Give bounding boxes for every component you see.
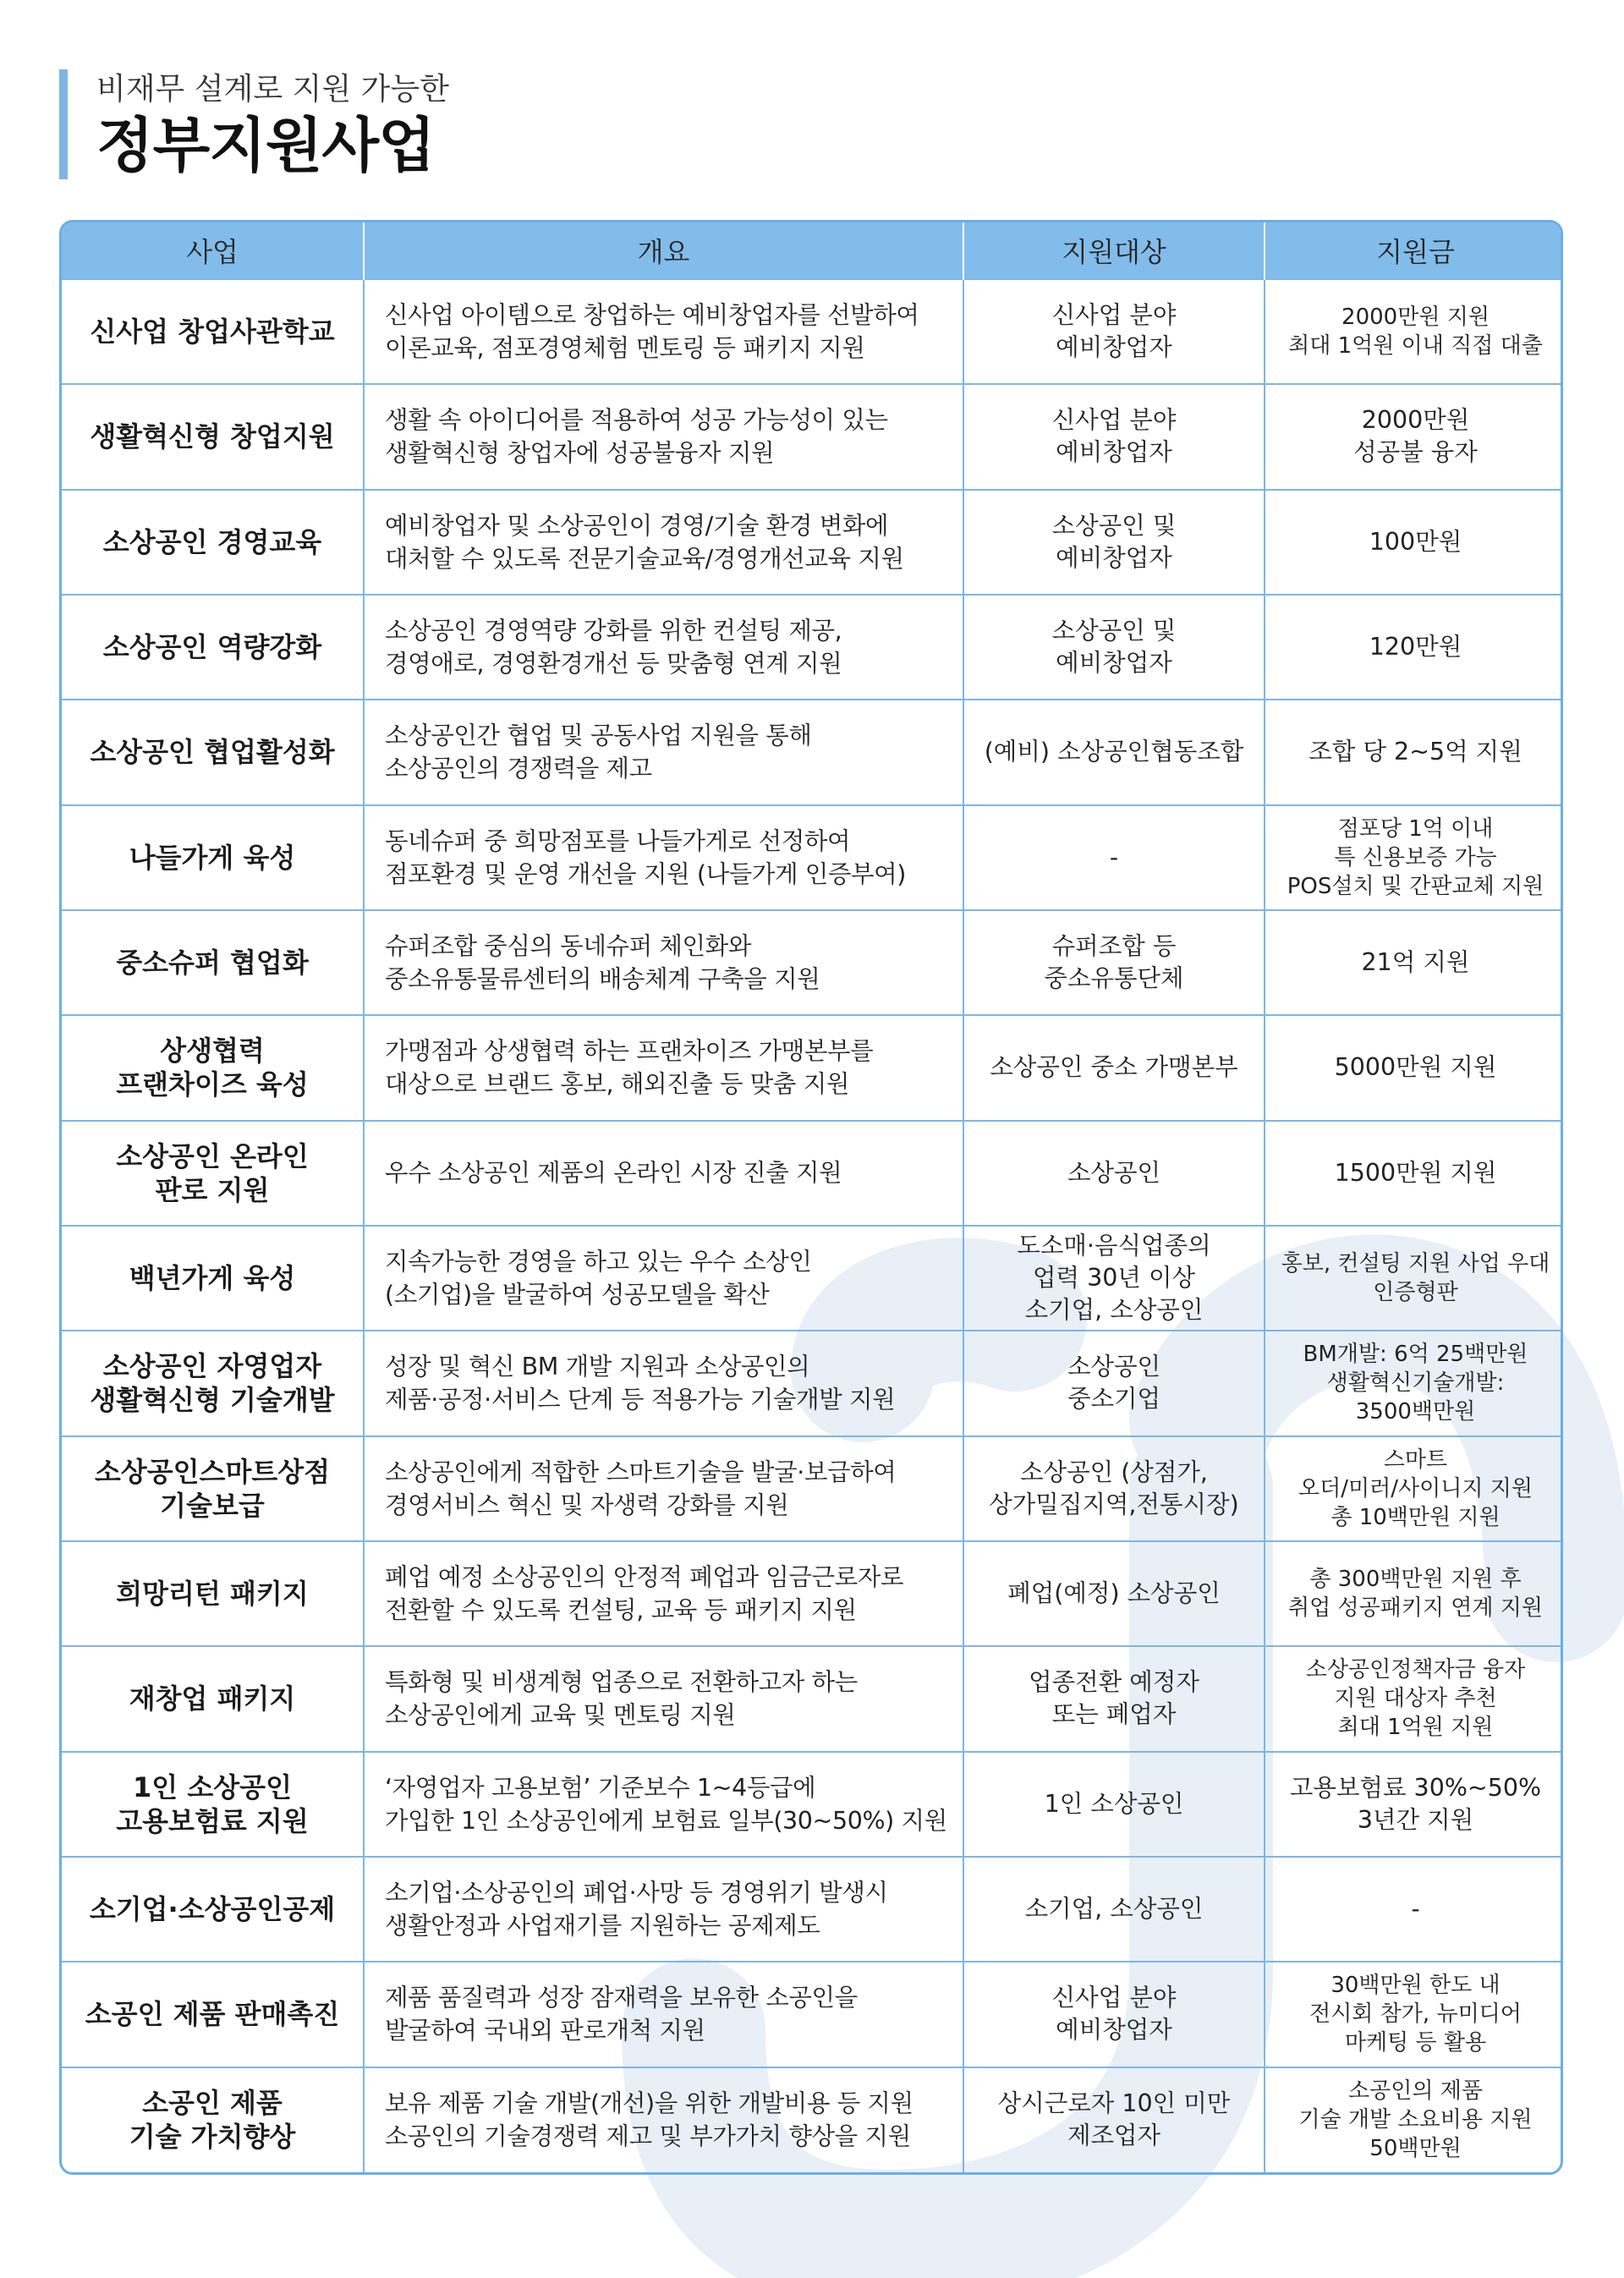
- program-name-cell: [62, 805, 364, 910]
- program-overview-text: 폐업 예정 소상공인의 안정적 폐업과 임금근로자로 전환할 수 있도록 컨설팅, 교육 등 패키지 지원: [385, 1563, 904, 1625]
- table-row: [62, 595, 1563, 700]
- table-row: [62, 1436, 1563, 1541]
- program-amount-cell: [1265, 1752, 1563, 1857]
- table-row: [62, 910, 1563, 1015]
- program-target-cell: [963, 1541, 1265, 1646]
- program-target-cell: [963, 279, 1265, 384]
- program-amount-text: 2000만원 성공불 융자: [1353, 406, 1478, 467]
- program-name-text: 상생협력 프랜차이즈 육성: [116, 1035, 309, 1101]
- program-target-text: 업종전환 예정자 또는 폐업자: [1029, 1668, 1199, 1729]
- program-overview-text: 제품 품질력과 성장 잠재력을 보유한 소공인을 발굴하여 국내외 판로개척 지원: [385, 1984, 858, 2045]
- program-overview-cell: [364, 805, 963, 910]
- program-target-cell: [963, 1226, 1265, 1331]
- program-target-cell: [963, 1331, 1265, 1435]
- program-overview-cell: [364, 1646, 963, 1751]
- program-amount-cell: [1265, 490, 1563, 595]
- program-overview-text: 동네슈퍼 중 희망점포를 나들가게로 선정하여 점포환경 및 운영 개선을 지원 (나들가게 인증부여): [385, 826, 907, 888]
- program-amount-cell: [1265, 1541, 1563, 1646]
- program-name-text: 소상공인 자영업자 생활혁신형 기술개발: [90, 1350, 335, 1417]
- program-amount-cell: [1265, 1331, 1563, 1435]
- program-target-cell: [963, 1436, 1265, 1541]
- column-header-overview: 개요: [364, 222, 963, 279]
- program-name-cell: [62, 490, 364, 595]
- table-row: [62, 384, 1563, 489]
- program-amount-cell: [1265, 1226, 1563, 1331]
- program-amount-cell: [1265, 910, 1563, 1015]
- table-row: [62, 1646, 1563, 1751]
- program-overview-text: 우수 소상공인 제품의 온라인 시장 진출 지원: [385, 1159, 842, 1188]
- program-name-text: 소상공인 경영교육: [102, 525, 322, 558]
- page-subtitle: 비재무 설계로 지원 가능한: [96, 72, 449, 107]
- program-overview-cell: [364, 1752, 963, 1857]
- program-name-cell: [62, 279, 364, 384]
- program-target-text: 소상공인 및 예비창업자: [1051, 511, 1177, 572]
- program-name-text: 소상공인 역량강화: [102, 631, 322, 664]
- program-overview-text: 생활 속 아이디어를 적용하여 성공 가능성이 있는 생활혁신형 창업자에 성공불융자 지원: [385, 406, 888, 468]
- program-name-cell: [62, 1331, 364, 1435]
- program-overview-cell: [364, 1226, 963, 1331]
- program-target-cell: [963, 1121, 1265, 1226]
- program-overview-text: 가맹점과 상생협력 하는 프랜차이즈 가맹본부를 대상으로 브랜드 홍보, 해외진출 등 맞춤 지원: [385, 1037, 874, 1099]
- table-row: [62, 1962, 1563, 2067]
- program-overview-cell: [364, 279, 963, 384]
- program-amount-text: 5000만원 지원: [1334, 1053, 1497, 1082]
- program-overview-cell: [364, 1541, 963, 1646]
- program-amount-cell: [1265, 1436, 1563, 1541]
- program-overview-text: 보유 제품 기술 개발(개선)을 위한 개발비용 등 지원 소공인의 기술경쟁력 제고 및 부가가치 향상을 지원: [385, 2089, 914, 2151]
- program-target-text: 슈퍼조합 등 중소유통단체: [1044, 932, 1184, 993]
- program-amount-text: 점포당 1억 이내 특 신용보증 가능 POS설치 및 간판교체 지원: [1287, 815, 1544, 899]
- program-overview-cell: [364, 1015, 963, 1120]
- program-overview-text: 성장 및 혁신 BM 개발 지원과 소상공인의 제품·공정·서비스 단계 등 적용가능 기술개발 지원: [385, 1353, 896, 1414]
- table-row: [62, 1015, 1563, 1120]
- program-name-cell: [62, 1121, 364, 1226]
- program-amount-cell: [1265, 595, 1563, 700]
- program-amount-cell: [1265, 1857, 1563, 1962]
- program-name-cell: [62, 1962, 364, 2067]
- program-target-text: 신사업 분야 예비창업자: [1051, 1984, 1177, 2045]
- program-amount-text: 30백만원 한도 내 전시회 참가, 뉴미디어 마케팅 등 활용: [1309, 1973, 1522, 2056]
- program-target-cell: [963, 700, 1265, 804]
- program-target-cell: [963, 384, 1265, 489]
- program-target-cell: [963, 1646, 1265, 1751]
- program-overview-text: 소상공인 경영역량 강화를 위한 컨설팅 제공, 경영애로, 경영환경개선 등 맞춤형 연계 지원: [385, 617, 842, 678]
- table-row: [62, 1857, 1563, 1962]
- program-target-text: 신사업 분야 예비창업자: [1051, 406, 1177, 467]
- program-overview-cell: [364, 490, 963, 595]
- program-name-text: 백년가게 육성: [129, 1262, 296, 1295]
- program-name-text: 1인 소상공인 고용보험료 지원: [116, 1770, 309, 1837]
- program-amount-text: 소공인의 제품 기술 개발 소요비용 지원 50백만원: [1298, 2078, 1533, 2162]
- program-target-text: 소상공인 중소기업: [1067, 1353, 1161, 1413]
- program-name-cell: [62, 1752, 364, 1857]
- program-name-cell: [62, 1226, 364, 1331]
- program-name-cell: [62, 1541, 364, 1646]
- program-overview-cell: [364, 1436, 963, 1541]
- program-overview-cell: [364, 1962, 963, 2067]
- program-name-text: 소기업·소상공인공제: [89, 1893, 336, 1926]
- program-name-cell: [62, 595, 364, 700]
- program-amount-cell: [1265, 1121, 1563, 1226]
- column-header-program: 사업: [186, 236, 239, 268]
- table-row: [62, 805, 1563, 910]
- program-name-cell: [62, 1857, 364, 1962]
- program-target-cell: [963, 490, 1265, 595]
- table-row: [62, 1331, 1563, 1435]
- program-name-text: 소공인 제품 기술 가치향상: [129, 2087, 296, 2154]
- program-target-cell: [963, 2067, 1265, 2172]
- program-target-cell: [963, 1962, 1265, 2067]
- support-programs-table: [59, 220, 1563, 2175]
- program-target-text: (예비) 소상공인협동조합: [984, 738, 1244, 766]
- program-overview-cell: [364, 700, 963, 804]
- program-overview-text: 특화형 및 비생계형 업종으로 전환하고자 하는 소상공인에게 교육 및 멘토링 지원: [385, 1668, 858, 1730]
- program-amount-text: 고용보험료 30%~50% 3년간 지원: [1289, 1773, 1542, 1834]
- program-name-text: 소공인 제품 판매촉진: [85, 1998, 340, 2031]
- program-name-text: 희망리턴 패키지: [116, 1578, 309, 1611]
- program-target-text: 소상공인 및 예비창업자: [1051, 617, 1177, 678]
- column-header-target: 지원대상: [963, 222, 1265, 279]
- program-target-cell: [963, 1857, 1265, 1962]
- program-target-text: 소상공인: [1067, 1158, 1161, 1187]
- program-amount-text: 1500만원 지원: [1334, 1158, 1497, 1187]
- program-overview-text: 소상공인에게 적합한 스마트기술을 발굴·보급하여 경영서비스 혁신 및 자생력 강화를 지원: [385, 1457, 897, 1519]
- program-amount-text: BM개발: 6억 25백만원 생활혁신기술개발: 3500백만원: [1303, 1342, 1528, 1425]
- program-target-text: 소상공인 중소 가맹본부: [990, 1053, 1238, 1082]
- program-name-text: 신사업 창업사관학교: [90, 316, 335, 349]
- program-name-cell: [62, 2067, 364, 2172]
- program-name-text: 소상공인 협업활성화: [90, 736, 335, 769]
- table-header-row: [62, 222, 1563, 279]
- program-name-text: 소상공인 온라인 판로 지원: [116, 1139, 309, 1206]
- program-target-cell: [963, 595, 1265, 700]
- program-amount-text: 2000만원 지원 최대 1억원 이내 직접 대출: [1288, 305, 1543, 360]
- program-name-cell: [62, 1015, 364, 1120]
- program-overview-cell: [364, 1857, 963, 1962]
- program-target-text: 소상공인 (상점가, 상가밀집지역,전통시장): [989, 1457, 1239, 1518]
- program-amount-text: 120만원: [1369, 633, 1462, 661]
- program-amount-text: 소상공인정책자금 융자 지원 대상자 추천 최대 1억원 지원: [1305, 1657, 1526, 1741]
- table-row: [62, 1226, 1563, 1331]
- program-target-cell: [963, 805, 1265, 910]
- program-amount-text: 홍보, 컨설팅 지원 사업 우대 인증형판: [1281, 1251, 1550, 1306]
- program-overview-cell: [364, 595, 963, 700]
- program-overview-cell: [364, 910, 963, 1015]
- program-target-cell: [963, 910, 1265, 1015]
- program-name-cell: [62, 1436, 364, 1541]
- program-overview-cell: [364, 1121, 963, 1226]
- program-overview-text: ‘자영업자 고용보험’ 기준보수 1~4등급에 가입한 1인 소상공인에게 보험료 일부(30~50%) 지원: [385, 1773, 947, 1835]
- program-name-cell: [62, 910, 364, 1015]
- program-amount-cell: [1265, 1962, 1563, 2067]
- program-amount-text: 스마트 오더/미러/사이니지 지원 총 10백만원 지원: [1298, 1446, 1533, 1530]
- table-row: [62, 279, 1563, 384]
- program-target-text: 폐업(예정) 소상공인: [1007, 1579, 1221, 1608]
- table-row: [62, 1752, 1563, 1857]
- program-amount-cell: [1265, 279, 1563, 384]
- table-row: [62, 490, 1563, 595]
- program-name-text: 재창업 패키지: [129, 1682, 296, 1715]
- program-name-cell: [62, 700, 364, 804]
- program-amount-cell: [1265, 1015, 1563, 1120]
- program-overview-text: 슈퍼조합 중심의 동네슈퍼 체인화와 중소유통물류센터의 배송체계 구축을 지원: [385, 932, 820, 994]
- program-target-text: -: [1109, 843, 1119, 871]
- program-name-text: 소상공인스마트상점 기술보급: [94, 1455, 331, 1522]
- program-overview-cell: [364, 384, 963, 489]
- program-target-cell: [963, 1752, 1265, 1857]
- program-amount-cell: [1265, 1646, 1563, 1751]
- table-row: [62, 700, 1563, 804]
- program-overview-cell: [364, 2067, 963, 2172]
- program-amount-text: 조합 당 2~5억 지원: [1309, 738, 1522, 766]
- program-name-text: 나들가게 육성: [129, 841, 296, 874]
- program-target-text: 도소매·음식업종의 업력 30년 이상 소기업, 소상공인: [1017, 1232, 1211, 1325]
- table-row: [62, 2067, 1563, 2172]
- program-target-cell: [963, 1015, 1265, 1120]
- program-amount-text: 100만원: [1369, 527, 1462, 556]
- program-amount-cell: [1265, 805, 1563, 910]
- program-amount-text: 21억 지원: [1361, 948, 1470, 977]
- program-name-cell: [62, 1646, 364, 1751]
- table-row: [62, 1121, 1563, 1226]
- program-amount-cell: [1265, 384, 1563, 489]
- page-header: [59, 69, 449, 179]
- column-header-amount: 지원금: [1265, 222, 1563, 279]
- program-name-cell: [62, 384, 364, 489]
- program-target-text: 소기업, 소상공인: [1024, 1895, 1204, 1924]
- program-overview-text: 지속가능한 경영을 하고 있는 우수 소상인 (소기업)을 발굴하여 성공모델을 확산: [385, 1248, 812, 1309]
- program-amount-text: 총 300백만원 지원 후 취업 성공패키지 연계 지원: [1287, 1567, 1544, 1622]
- program-amount-text: -: [1411, 1895, 1420, 1924]
- program-target-text: 신사업 분야 예비창업자: [1051, 301, 1177, 362]
- program-overview-text: 소기업·소상공인의 폐업·사망 등 경영위기 발생시 생활안정과 사업재기를 지원하는 공제제도: [385, 1879, 888, 1940]
- program-overview-text: 예비창업자 및 소상공인이 경영/기술 환경 변화에 대처할 수 있도록 전문기술교육/경영개선교육 지원: [385, 511, 904, 573]
- table-row: [62, 1541, 1563, 1646]
- program-target-text: 상시근로자 10인 미만 제조업자: [997, 2089, 1231, 2150]
- program-target-text: 1인 소상공인: [1044, 1789, 1184, 1818]
- program-amount-cell: [1265, 700, 1563, 804]
- program-name-text: 중소슈퍼 협업화: [116, 947, 309, 980]
- program-overview-text: 신사업 아이템으로 창업하는 예비창업자를 선발하여 이론교육, 점포경영체험 멘토링 등 패키지 지원: [385, 301, 919, 363]
- program-name-text: 생활혁신형 창업지원: [90, 420, 335, 453]
- program-overview-cell: [364, 1331, 963, 1435]
- page-title: 정부지원사업: [96, 111, 435, 180]
- program-overview-text: 소상공인간 협업 및 공동사업 지원을 통해 소상공인의 경쟁력을 제고: [385, 722, 812, 783]
- program-amount-cell: [1265, 2067, 1563, 2172]
